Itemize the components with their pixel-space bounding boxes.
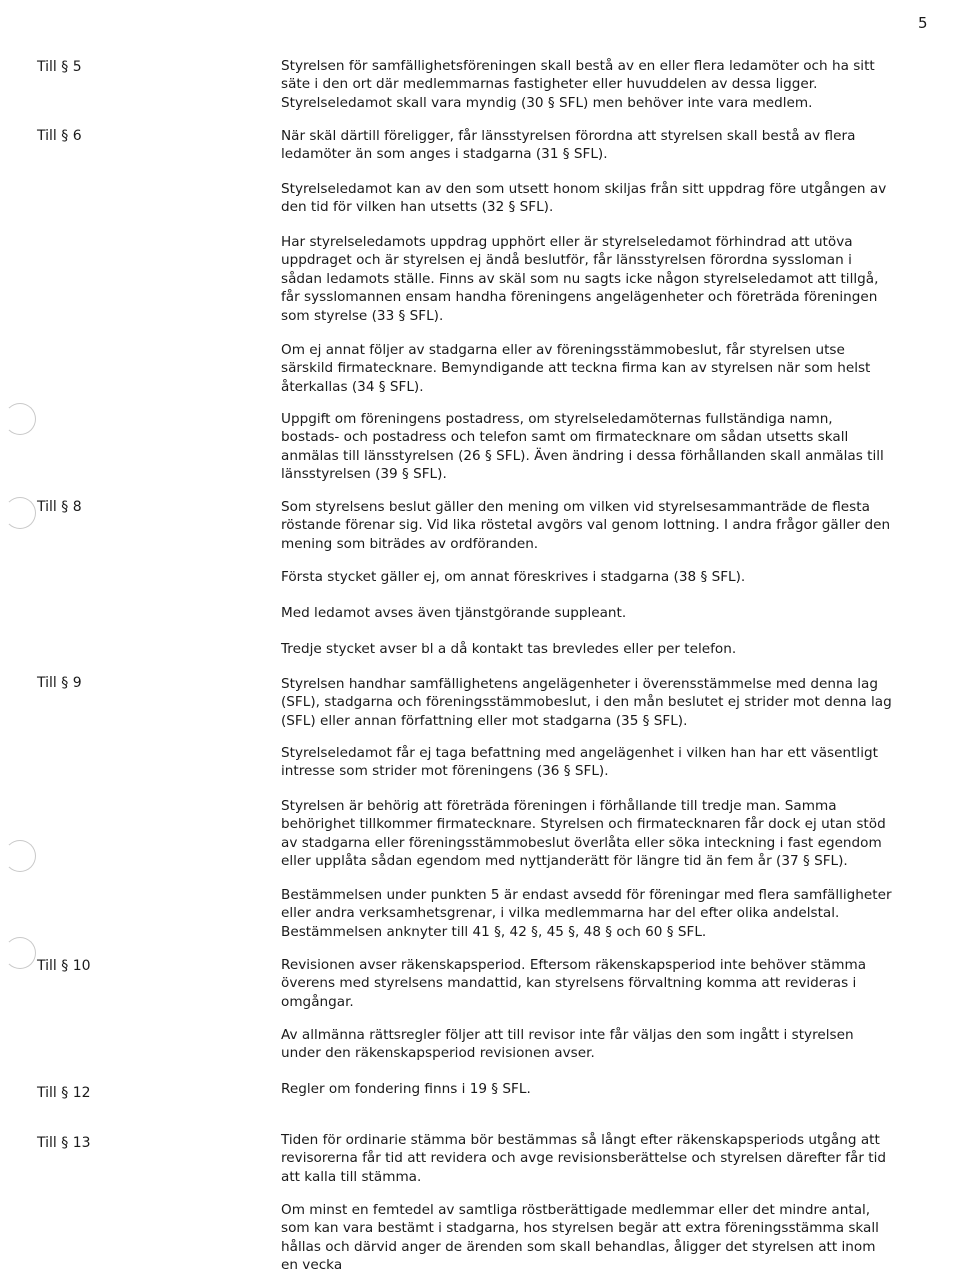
punch-hole-2 bbox=[4, 497, 36, 529]
paragraph-till-9-a: Styrelsen handhar samfällighetens angelägenheter i överensstämmelse med denna lag (SFL), stadgarna och föreningsstämmobeslut, i den mån beslutet ej strider mot denna lag (SFL) eller annan författning eller mot stadgarna (35 § SFL). bbox=[281, 676, 892, 729]
paragraph-till-6-b: Styrelseledamot kan av den som utsett honom skiljas från sitt uppdrag före utgången av den tid för vilken han utsetts (32 § SFL). bbox=[281, 181, 887, 216]
punch-hole-3 bbox=[4, 840, 36, 872]
punch-hole-4 bbox=[4, 937, 36, 969]
paragraph-till-6-d: Om ej annat följer av stadgarna eller av föreningsstämmobeslut, får styrelsen utse särskild firmatecknare. Bemyndigande att teckna firma kan av styrelsen när som helst återkallas (34 § SFL). bbox=[281, 342, 871, 395]
paragraph-till-12: Regler om fondering finns i 19 § SFL. bbox=[281, 1081, 531, 1097]
paragraph-till-10-a: Revisionen avser räkenskapsperiod. Eftersom räkenskapsperiod inte behöver stämma överens med styrelsens mandattid, kan styrelsens förvaltning komma att revideras i omgångar. bbox=[281, 957, 867, 1010]
section-label-till-13: Till § 13 bbox=[37, 1135, 91, 1151]
punch-hole-1 bbox=[4, 403, 36, 435]
section-label-till-6: Till § 6 bbox=[37, 128, 82, 144]
paragraph-till-8-d: Tredje stycket avser bl a då kontakt tas brevledes eller per telefon. bbox=[281, 641, 737, 657]
section-label-till-12: Till § 12 bbox=[37, 1085, 91, 1101]
paragraph-till-10-b: Av allmänna rättsregler följer att till revisor inte får väljas den som ingått i styrelsen under den räkenskapsperiod revisionen avser. bbox=[281, 1027, 854, 1062]
section-label-till-8: Till § 8 bbox=[37, 499, 82, 515]
section-label-till-9: Till § 9 bbox=[37, 675, 82, 691]
paragraph-till-13-a: Tiden för ordinarie stämma bör bestämmas så långt efter räkenskapsperiods utgång att revisorerna får tid att revidera och avge revisionsberättelse och styrelsen därefter får tid att kalla till stämma. bbox=[281, 1132, 887, 1185]
paragraph-till-6-c: Har styrelseledamots uppdrag upphört eller är styrelseledamot förhindrad att utöva uppdraget och är styrelsen ej ändå beslutför, får länsstyrelsen förordna syssloman i sådan ledamots ställe. Finns av skäl som nu sagts icke någon styrelseledamot att tillgå, får sysslomannen ensam handha föreningens angelägenheter och företräda föreningen som styrelse (33 § SFL). bbox=[281, 234, 879, 324]
paragraph-till-13-b: Om minst en femtedel av samtliga röstberättigade medlemmar eller det mindre antal, som kan vara bestämt i stadgarna, hos styrelsen begär att extra föreningsstämma skall hållas och därvid anger de ärenden som skall behandlas, åligger det styrelsen att inom en vecka bbox=[281, 1202, 879, 1274]
paragraph-till-9-d: Bestämmelsen under punkten 5 är endast avsedd för föreningar med flera samfälligheter eller andra verksamhetsgrenar, i vilka medlemmarna har del efter olika andelstal. Bestämmelsen anknyter till 41 §, 42 §, 45 §, 48 § och 60 § SFL. bbox=[281, 887, 892, 940]
section-label-till-5: Till § 5 bbox=[37, 59, 82, 75]
paragraph-till-8-c: Med ledamot avses även tjänstgörande suppleant. bbox=[281, 605, 627, 621]
paragraph-till-8-b: Första stycket gäller ej, om annat föreskrives i stadgarna (38 § SFL). bbox=[281, 569, 746, 585]
paragraph-till-9-c: Styrelsen är behörig att företräda föreningen i förhållande till tredje man. Samma behörighet tillkommer firmatecknare. Styrelsen och firmatecknaren får dock ej utan stöd av stadgarna eller föreningsstämmobeslut överlåta eller söka inteckning i fast egendom eller upplåta sådan egendom med nyttjanderätt för längre tid än fem år (37 § SFL). bbox=[281, 798, 886, 870]
paragraph-till-8-a: Som styrelsens beslut gäller den mening om vilken vid styrelsesammanträde de flesta röstande förenar sig. Vid lika röstetal avgörs val genom lottning. I andra frågor gäller den mening som biträdes av ordföranden. bbox=[281, 499, 891, 552]
section-label-till-10: Till § 10 bbox=[37, 958, 91, 974]
paragraph-till-6-a: När skäl därtill föreligger, får länsstyrelsen förordna att styrelsen skall bestå av flera ledamöter än som anges i stadgarna (31 § SFL). bbox=[281, 128, 856, 163]
paragraph-till-6-e: Uppgift om föreningens postadress, om styrelseledamöternas fullständiga namn, bostads- och postadress och telefon samt om firmatecknare om sådan utsetts skall anmälas till länsstyrelsen (26 § SFL). Även ändring i dessa förhållanden skall anmälas till länsstyrelsen (39 § SFL). bbox=[281, 411, 884, 483]
paragraph-till-5: Styrelsen för samfällighetsföreningen skall bestå av en eller flera ledamöter och ha sitt säte i den ort där medlemmarnas fastigheter eller huvuddelen av dessa ligger. Styrelseledamot skall vara myndig (30 § SFL) men behöver inte vara medlem. bbox=[281, 58, 875, 111]
page-number: 5 bbox=[918, 14, 928, 32]
paragraph-till-9-b: Styrelseledamot får ej taga befattning med angelägenhet i vilken han har ett väsentligt intresse som strider mot föreningens (36 § SFL). bbox=[281, 745, 878, 780]
